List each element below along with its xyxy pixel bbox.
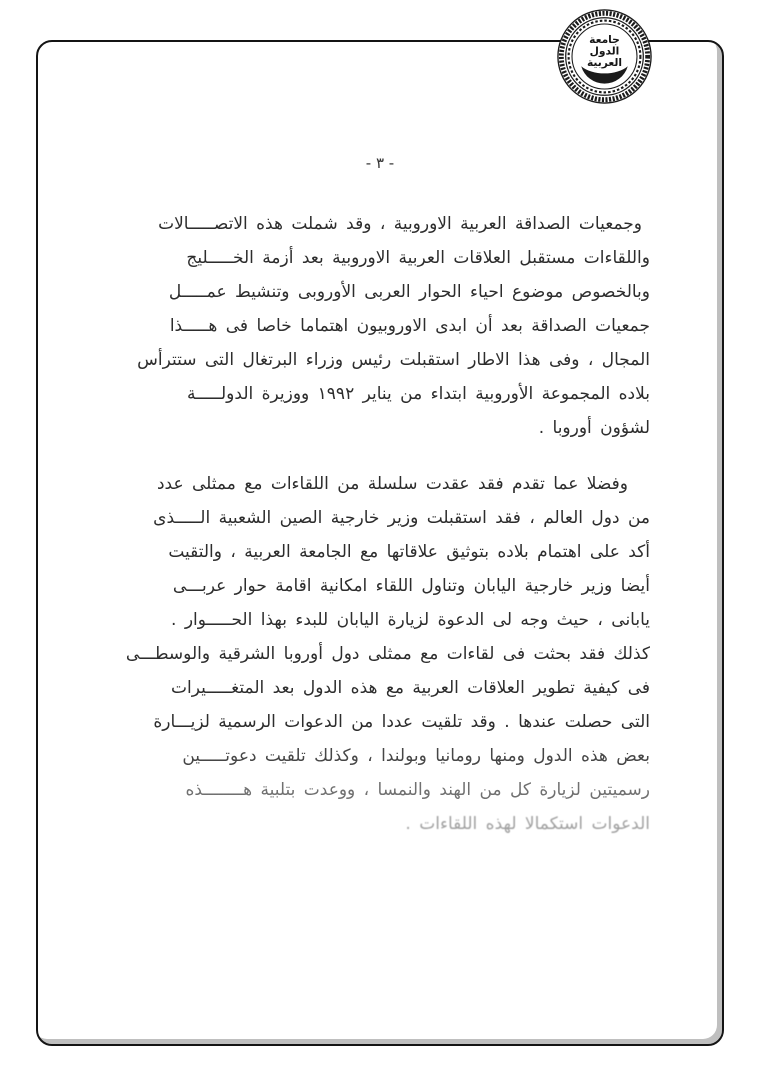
emblem-seal-icon (556, 8, 653, 105)
text-line: التى حصلت عندها . وقد تلقيت عددا من الدعوات الرسمية لزيـــارة (153, 712, 650, 732)
text-line-faded: الدعوات استكمالا لهذه اللقاءات . (405, 814, 650, 834)
text-line: واللقاءات مستقبل العلاقات العربية الاوروبية بعد أزمة الخـــــليج (186, 248, 650, 268)
text-line: بعض هذه الدول ومنها رومانيا وبولندا ، وكذلك تلقيت دعوتـــــين (182, 746, 650, 766)
emblem-calligraphy-line: العربية (586, 56, 623, 70)
document-body (126, 207, 650, 841)
text-line: من دول العالم ، فقد استقبلت وزير خارجية الصين الشعبية الـــــذى (153, 508, 650, 528)
text-line: بلاده المجموعة الأوروبية ابتداء من يناير ١٩٩٢ ووزيرة الدولـــــة (186, 384, 650, 404)
emblem-calligraphy-line: جامعة (589, 32, 620, 46)
page-number: - ٣ - (365, 154, 395, 172)
paragraph-2 (126, 467, 650, 841)
text-line: لشؤون أوروبا . (538, 418, 650, 438)
text-line: أيضا وزير خارجية اليابان وتناول اللقاء امكانية اقامة حوار عربـــى (172, 576, 650, 596)
arab-league-emblem (556, 8, 653, 105)
text-line: أكد على اهتمام بلاده بتوثيق علاقاتها مع الجامعة العربية ، والتقيت (168, 542, 650, 562)
paragraph-1 (126, 207, 650, 445)
text-line: وجمعيات الصداقة العربية الاوروبية ، وقد شملت هذه الاتصـــــالات (158, 214, 642, 234)
emblem-calligraphy-line: الدول (589, 44, 620, 58)
text-line: المجال ، وفى هذا الاطار استقبلت رئيس وزراء البرتغال التى ستترأس (137, 350, 650, 370)
text-line: يابانى ، حيث وجه لى الدعوة لزيارة اليابان للبدء بهذا الحـــــوار . (171, 610, 650, 630)
text-line: فى كيفية تطوير العلاقات العربية مع هذه الدول بعد المتغـــــيرات (171, 678, 650, 698)
text-line: وفضلا عما تقدم فقد عقدت سلسلة من اللقاءات مع ممثلى عدد (156, 474, 628, 494)
document-page (36, 40, 724, 1046)
text-line: كذلك فقد بحثت فى لقاءات مع ممثلى دول أوروبا الشرقية والوسطـــى (126, 644, 650, 664)
text-line: جمعيات الصداقة بعد أن ابدى الاوروبيون اهتماما خاصا فى هـــــذا (169, 316, 650, 336)
text-line: وبالخصوص موضوع احياء الحوار العربى الأوروبى وتنشيط عمـــــل (168, 282, 650, 302)
text-line: رسميتين لزيارة كل من الهند والنمسا ، ووعدت بتلبية هــــــــذه (185, 780, 650, 800)
